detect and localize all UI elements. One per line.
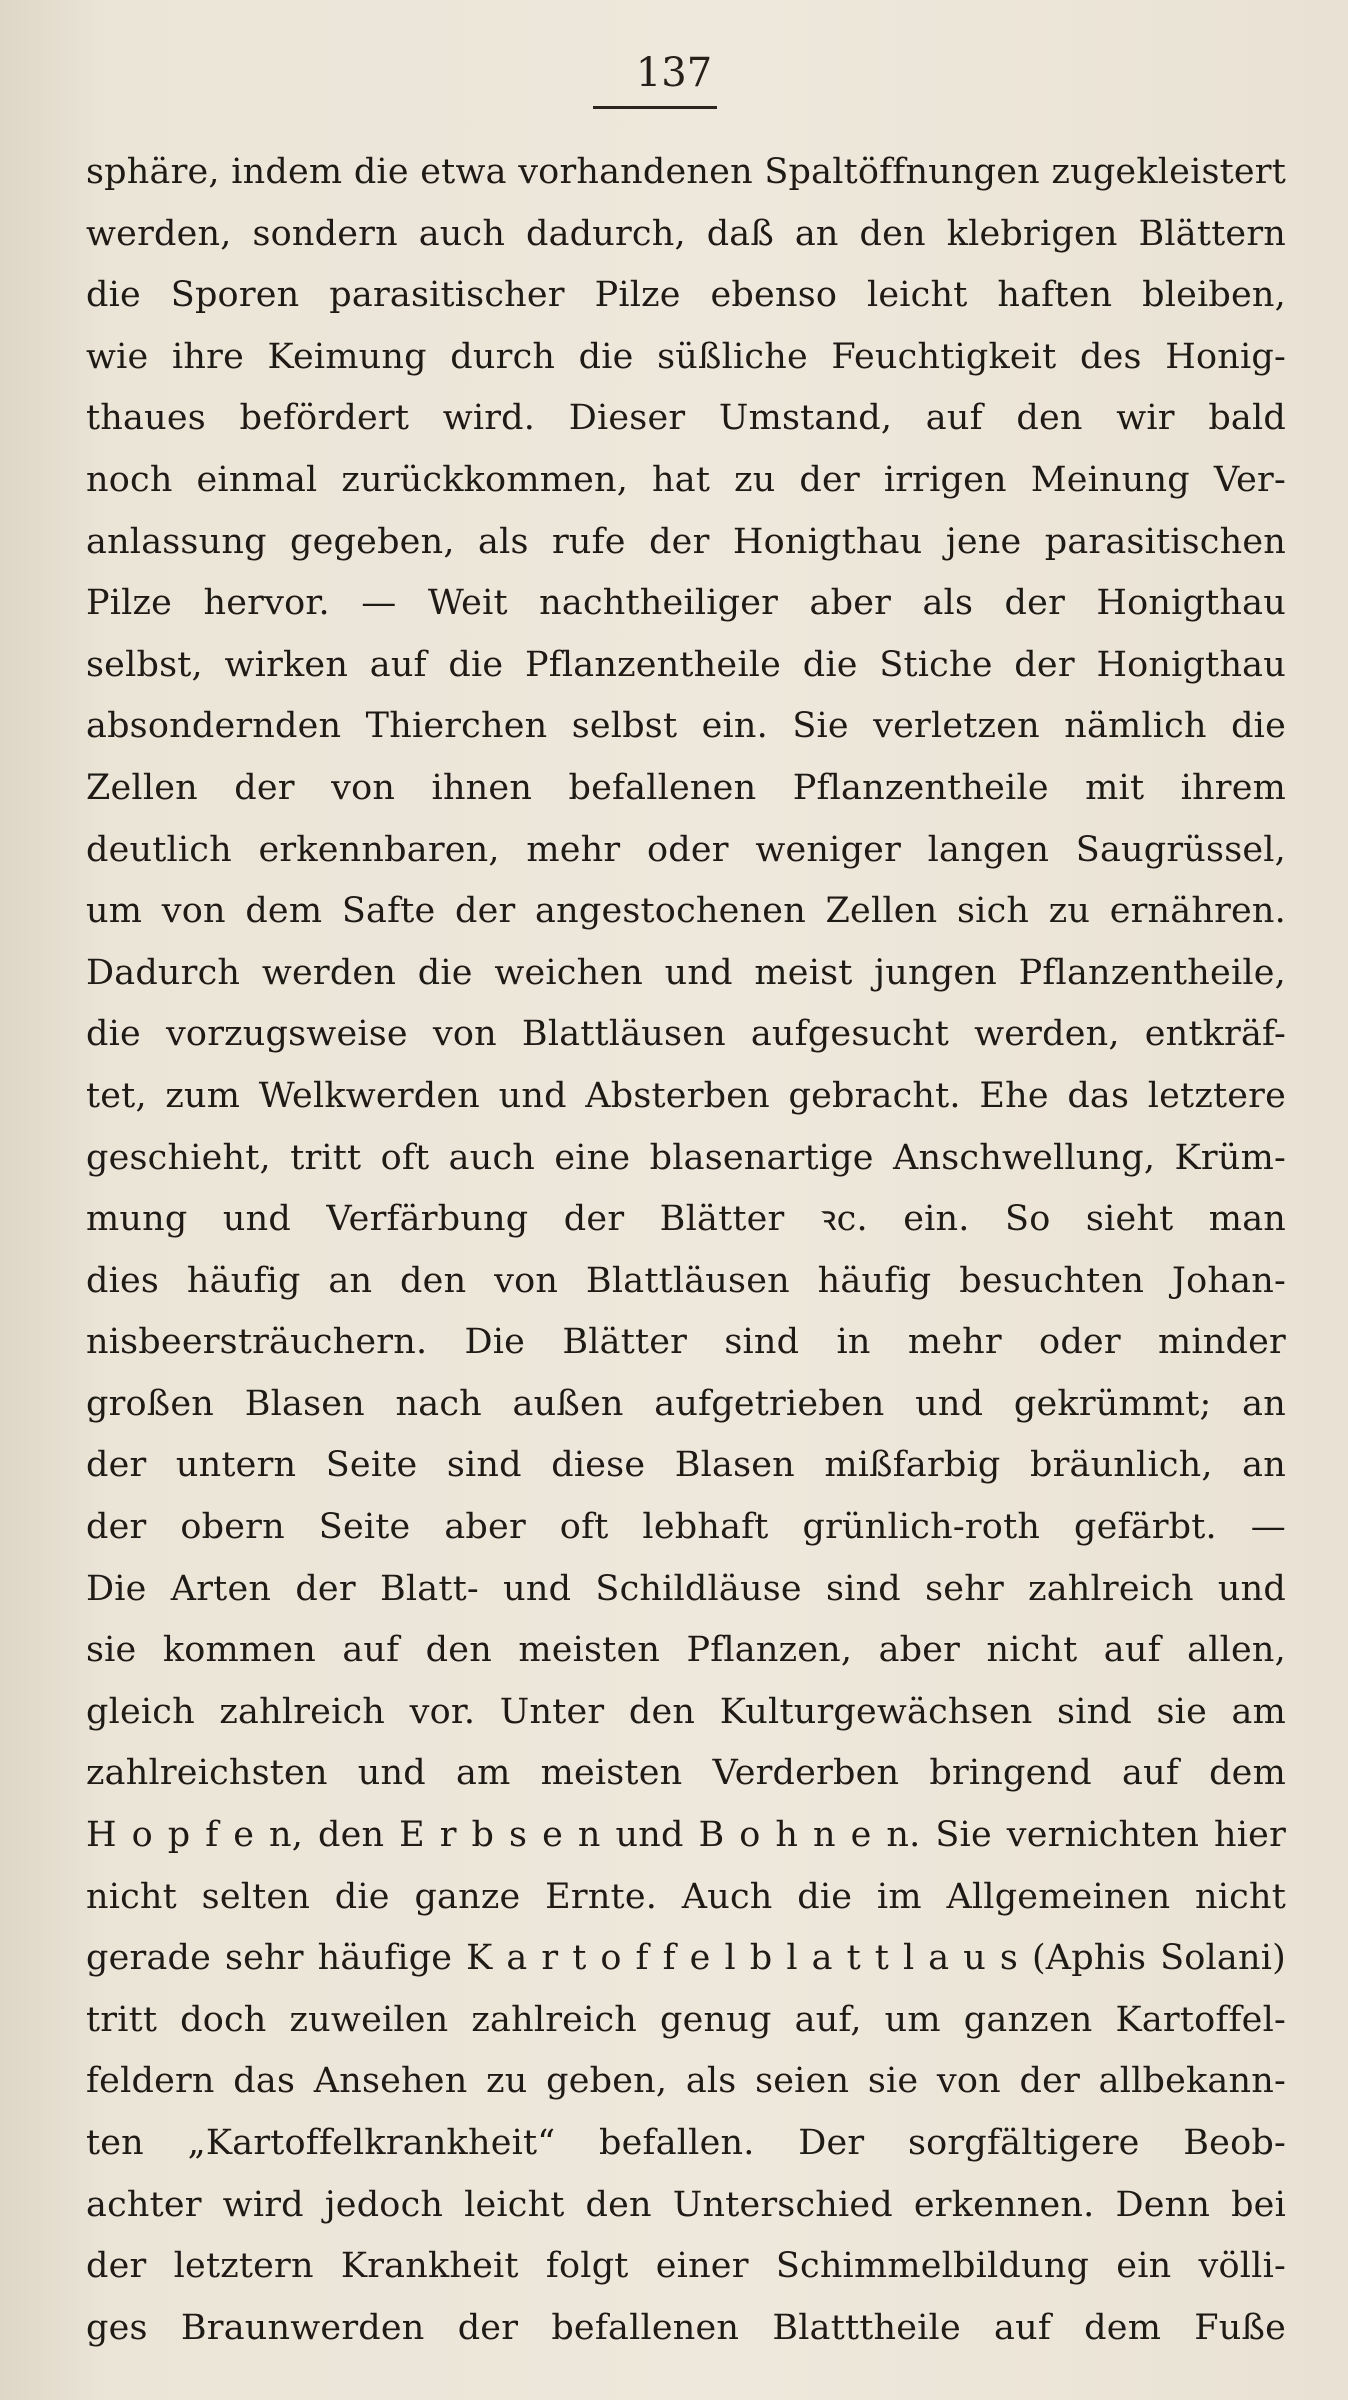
text-line: gerade sehr häufige K a r t o f f e l b l a t t l a u s (Aphis Solani) — [86, 1938, 1286, 1979]
text-line: sie kommen auf den meisten Pflanzen, aber nicht auf allen, — [86, 1630, 1286, 1671]
text-line: wie ihre Keimung durch die süßliche Feuchtigkeit des Honig- — [86, 336, 1286, 377]
text-line: dies häufig an den von Blattläusen häufig besuchten Johan- — [86, 1260, 1286, 1301]
text-line: tet, zum Welkwerden und Absterben gebracht. Ehe das letztere — [86, 1075, 1286, 1116]
text-line: Pilze hervor. — Weit nachtheiliger aber als der Honigthau — [86, 583, 1286, 624]
text-line: selbst, wirken auf die Pflanzentheile die Stiche der Honigthau — [86, 644, 1286, 685]
text-line: sphäre, indem die etwa vorhandenen Spaltöffnungen zugekleistert — [86, 152, 1286, 192]
text-line: deutlich erkennbaren, mehr oder weniger langen Saugrüssel, — [86, 829, 1286, 870]
text-line: mung und Verfärbung der Blätter ꝛc. ein. So sieht man — [86, 1199, 1286, 1240]
text-line: tritt doch zuweilen zahlreich genug auf, um ganzen Kartoffel- — [86, 1999, 1286, 2040]
text-line: die Sporen parasitischer Pilze ebenso leicht haften bleiben, — [86, 275, 1286, 316]
page-number: 137 — [635, 50, 713, 96]
text-line: Dadurch werden die weichen und meist jungen Pflanzentheile, — [86, 952, 1286, 993]
text-line: die vorzugsweise von Blattläusen aufgesucht werden, entkräf- — [86, 1014, 1286, 1055]
text-line: ges Braunwerden der befallenen Blatttheile auf dem Fuße — [86, 2307, 1286, 2348]
text-line: achter wird jedoch leicht den Unterschied erkennen. Denn bei — [86, 2184, 1286, 2225]
text-line: der obern Seite aber oft lebhaft grünlich-roth gefärbt. — — [86, 1507, 1286, 1548]
text-line: der letztern Krankheit folgt einer Schimmelbildung ein völli- — [86, 2246, 1286, 2287]
text-line: werden, sondern auch dadurch, daß an den klebrigen Blättern — [86, 213, 1286, 254]
text-line: nisbeersträuchern. Die Blätter sind in mehr oder minder — [86, 1322, 1286, 1363]
text-line: der untern Seite sind diese Blasen mißfarbig bräunlich, an — [86, 1445, 1286, 1486]
text-line: ten „Kartoffelkrankheit“ befallen. Der sorgfältigere Beob- — [86, 2123, 1286, 2163]
text-line: nicht selten die ganze Ernte. Auch die im Allgemeinen nicht — [86, 1876, 1286, 1917]
text-line: zahlreichsten und am meisten Verderben bringend auf dem — [86, 1753, 1286, 1794]
text-line: absondernden Thierchen selbst ein. Sie verletzen nämlich die — [86, 706, 1286, 747]
body-text — [86, 142, 1286, 2359]
text-line: noch einmal zurückkommen, hat zu der irrigen Meinung Ver- — [86, 459, 1286, 500]
text-line: feldern das Ansehen zu geben, als seien sie von der allbekann- — [86, 2061, 1286, 2102]
text-line: thaues befördert wird. Dieser Umstand, auf den wir bald — [86, 398, 1286, 439]
text-line: geschieht, tritt oft auch eine blasenartige Anschwellung, Krüm- — [86, 1137, 1286, 1178]
header-rule — [593, 106, 717, 109]
text-line: um von dem Safte der angestochenen Zellen sich zu ernähren. — [86, 891, 1286, 932]
text-line: gleich zahlreich vor. Unter den Kulturgewächsen sind sie am — [86, 1691, 1286, 1732]
text-line: großen Blasen nach außen aufgetrieben und gekrümmt; an — [86, 1383, 1286, 1424]
text-line: H o p f e n, den E r b s e n und B o h n e n. Sie vernichten hier — [86, 1815, 1286, 1856]
text-line: Zellen der von ihnen befallenen Pflanzentheile mit ihrem — [86, 767, 1286, 808]
text-line: Die Arten der Blatt- und Schildläuse sind sehr zahlreich und — [86, 1568, 1286, 1609]
text-line: anlassung gegeben, als rufe der Honigthau jene parasitischen — [86, 521, 1286, 562]
